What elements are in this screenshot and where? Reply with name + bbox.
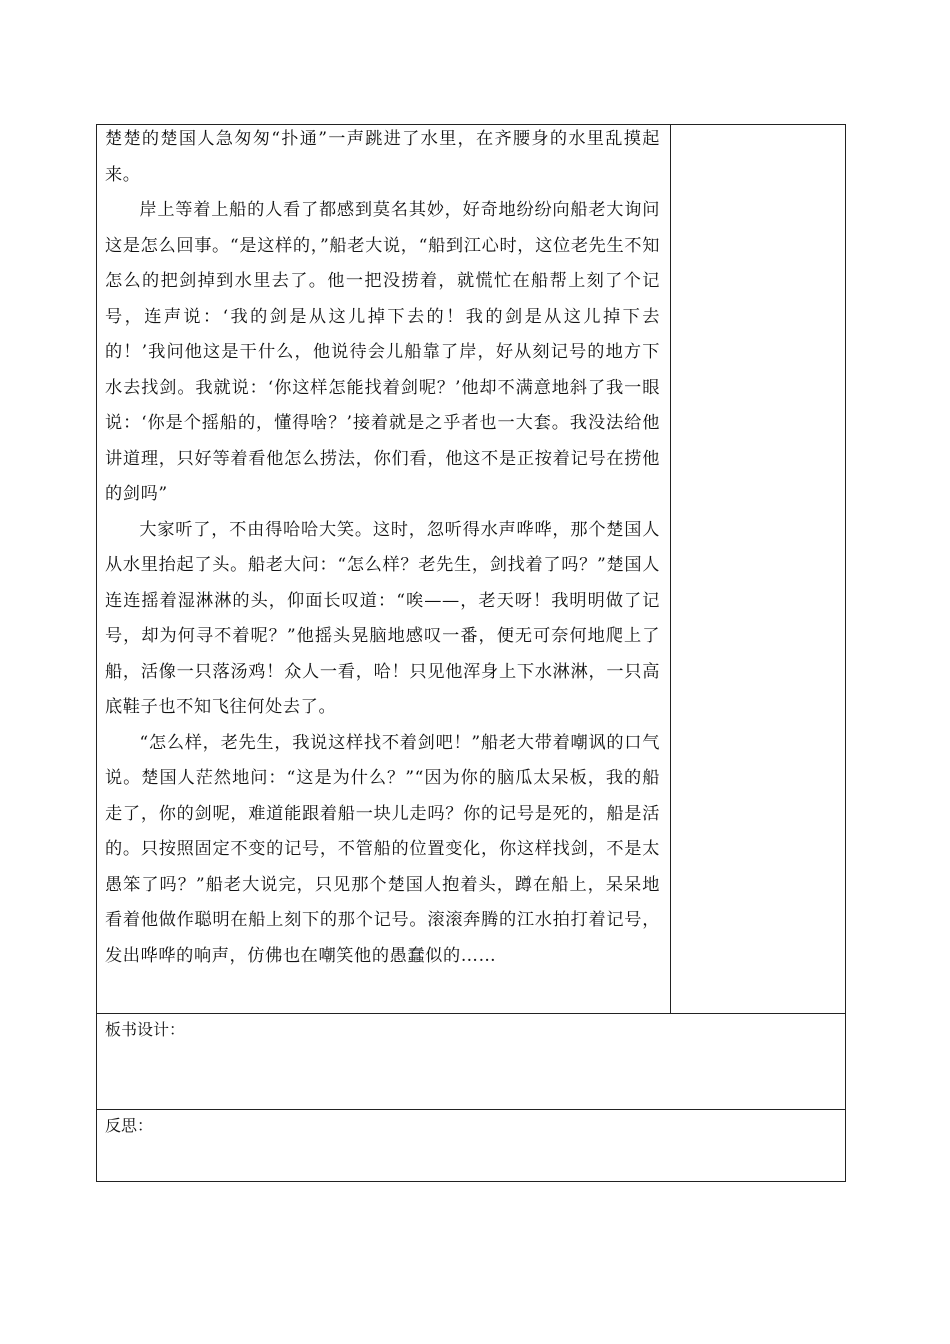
board-design-label: 板书设计： xyxy=(105,1020,186,1039)
story-paragraph-4: “怎么样，老先生，我说这样找不着剑吧！”船老大带着嘲讽的口气说。楚国人茫然地问：“这是为什么？”“因为你的脑瓜太呆板，我的船走了，你的剑呢，难道能跟着船一块儿走吗？你的记号是死的，船是活的。只按照固定不变的记号，不管船的位置变化，你这样找剑，不是太愚笨了吗？”船老大说完，只见那个楚国人抱着头，蹲在船上，呆呆地看着他做作聪明在船上刻下的那个记号。滚滚奔腾的江水拍打着记号，发出哗哗的响声，仿佛也在嘲笑他的愚蠢似的…… xyxy=(105,732,660,966)
story-paragraph-3: 大家听了，不由得哈哈大笑。这时，忽听得水声哗哗，那个楚国人从水里抬起了头。船老大问：“怎么样？老先生，剑找着了吗？”楚国人连连摇着湿淋淋的头，仰面长叹道：“唉——，老天呀！我明明做了记号，却为何寻不着呢？”他摇头晃脑地感叹一番，便无可奈何地爬上了船，活像一只落汤鸡！众人一看，哈！只见他浑身上下水淋淋，一只高底鞋子也不知飞往何处去了。 xyxy=(105,519,660,717)
story-paragraph-1: 楚楚的楚国人急匆匆“扑通”一声跳进了水里，在齐腰身的水里乱摸起来。 xyxy=(105,129,660,185)
story-text-cell xyxy=(97,125,671,1013)
reflection-row xyxy=(97,1110,845,1181)
lesson-plan-table xyxy=(96,124,846,1182)
board-design-row xyxy=(97,1014,845,1110)
story-row xyxy=(97,125,845,1014)
notes-cell xyxy=(671,125,845,1013)
story-paragraph-2: 岸上等着上船的人看了都感到莫名其妙，好奇地纷纷向船老大询问这是怎么回事。“是这样的，”船老大说，“船到江心时，这位老先生不知怎么的把剑掉到水里去了。他一把没捞着，就慌忙在船帮上刻了个记号，连声说：‘我的剑是从这儿掉下去的！我的剑是从这儿掉下去的！’我问他这是干什么，他说待会儿船靠了岸，好从刻记号的地方下水去找剑。我就说：‘你这样怎能找着剑呢？’他却不满意地斜了我一眼说：‘你是个摇船的，懂得啥？’接着就是之乎者也一大套。我没法给他讲道理，只好等着看他怎么捞法，你们看，他这不是正按着记号在捞他的剑吗” xyxy=(105,200,660,504)
reflection-label: 反思： xyxy=(105,1116,154,1135)
